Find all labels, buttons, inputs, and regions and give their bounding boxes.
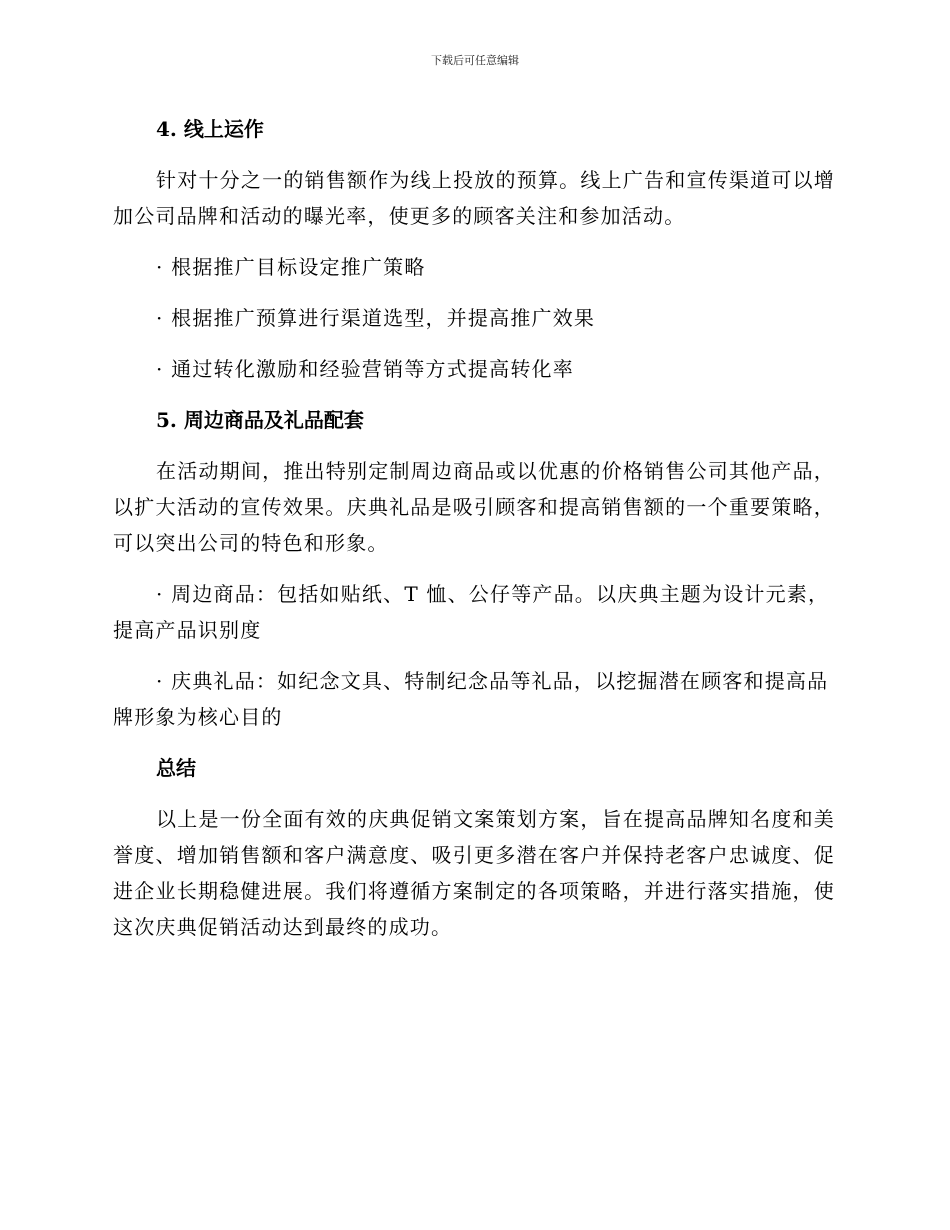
document-body <box>113 111 835 960</box>
summary-paragraph: 以上是一份全面有效的庆典促销文案策划方案，旨在提高品牌知名度和美誉度、增加销售额和客户满意度、吸引更多潜在客户并保持老客户忠诚度、促进企业长期稳健进展。我们将遵循方案制定的各项策略，并进行落实措施，使这次庆典促销活动达到最终的成功。 <box>113 807 835 939</box>
online-bullet-1: · 根据推广目标设定推广策略 <box>156 255 426 279</box>
section-heading-summary: 总结 <box>156 756 196 780</box>
online-paragraph: 针对十分之一的销售额作为线上投放的预算。线上广告和宣传渠道可以增加公司品牌和活动的曝光率，使更多的顾客关注和参加活动。 <box>113 168 835 228</box>
merch-paragraph: 在活动期间，推出特别定制周边商品或以优惠的价格销售公司其他产品，以扩大活动的宣传效果。庆典礼品是吸引顾客和提高销售额的一个重要策略，可以突出公司的特色和形象。 <box>113 459 835 555</box>
section-heading-merch: 5. 周边商品及礼品配套 <box>156 408 364 432</box>
section-heading-online: 4. 线上运作 <box>156 117 264 141</box>
merch-bullet-2: · 庆典礼品：如纪念文具、特制纪念品等礼品，以挖掘潜在顾客和提高品牌形象为核心目的 <box>113 669 829 729</box>
online-bullet-3: · 通过转化激励和经验营销等方式提高转化率 <box>156 357 574 381</box>
online-bullet-2: · 根据推广预算进行渠道选型，并提高推广效果 <box>156 306 596 330</box>
merch-bullet-1: · 周边商品：包括如贴纸、T 恤、公仔等产品。以庆典主题为设计元素，提高产品识别度 <box>113 582 830 642</box>
page-header: 下载后可任意编辑 <box>431 54 519 67</box>
